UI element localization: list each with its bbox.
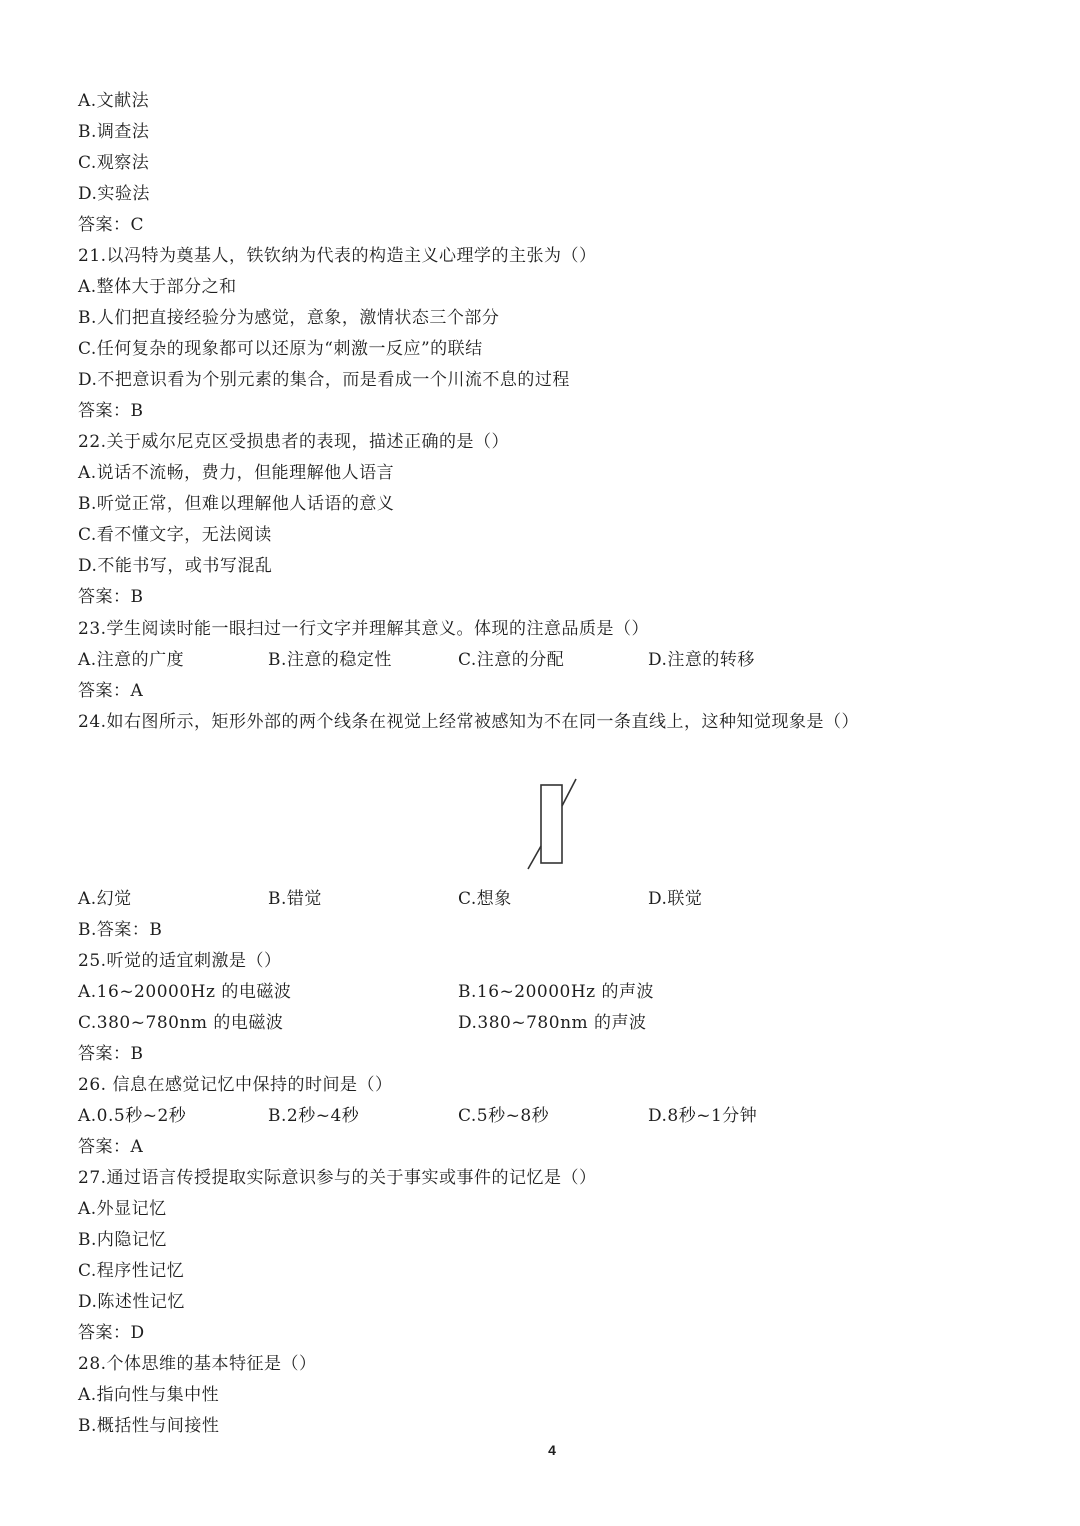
option-c: C.程序性记忆 — [78, 1261, 185, 1281]
answer-line: 答案：B — [78, 401, 144, 421]
option-b: B.内隐记忆 — [78, 1230, 167, 1250]
option-a: A.幻觉 — [78, 889, 132, 909]
question-25: 25.听觉的适宜刺激是（） — [78, 951, 282, 971]
option-c: C.380~780nm 的电磁波 — [78, 1013, 284, 1033]
answer-line: 答案：B — [78, 587, 144, 607]
option-a: A.0.5秒~2秒 — [78, 1106, 187, 1126]
option-a: A.整体大于部分之和 — [78, 277, 237, 297]
option-d: D.不能书写，或书写混乱 — [78, 556, 273, 576]
option-d: D.陈述性记忆 — [78, 1292, 185, 1312]
question-26: 26. 信息在感觉记忆中保持的时间是（） — [78, 1075, 393, 1095]
answer-line: 答案：C — [78, 215, 145, 235]
page-number: 4 — [548, 1442, 556, 1458]
options-row — [78, 886, 838, 912]
question-28: 28.个体思维的基本特征是（） — [78, 1354, 317, 1374]
option-b: B.16~20000Hz 的声波 — [458, 982, 655, 1002]
option-d: D.联觉 — [648, 889, 703, 909]
answer-line: 答案：A — [78, 681, 144, 701]
option-b: B.错觉 — [268, 889, 322, 909]
option-c: C.看不懂文字，无法阅读 — [78, 525, 272, 545]
option-a: A.16~20000Hz 的电磁波 — [78, 982, 292, 1002]
option-c: C.任何复杂的现象都可以还原为“刺激一反应”的联结 — [78, 339, 483, 359]
answer-line: 答案：B — [78, 1044, 144, 1064]
option-a: A.指向性与集中性 — [78, 1385, 220, 1405]
options-row — [78, 979, 838, 1005]
question-23: 23.学生阅读时能一眼扫过一行文字并理解其意义。体现的注意品质是（） — [78, 619, 650, 639]
option-a: A.文献法 — [78, 91, 150, 111]
options-row — [78, 1103, 838, 1129]
option-a: A.外显记忆 — [78, 1199, 167, 1219]
option-d: D.不把意识看为个别元素的集合，而是看成一个川流不息的过程 — [78, 370, 570, 390]
option-a: A.说话不流畅，费力，但能理解他人语言 — [78, 463, 395, 483]
option-d: D.8秒~1分钟 — [648, 1106, 758, 1126]
question-27: 27.通过语言传授提取实际意识参与的关于事实或事件的记忆是（） — [78, 1168, 597, 1188]
figure-rectangle — [541, 785, 562, 863]
option-d: D.实验法 — [78, 184, 150, 204]
option-b: B.2秒~4秒 — [268, 1106, 360, 1126]
option-c: C.注意的分配 — [458, 650, 565, 670]
question-21: 21.以冯特为奠基人，铁钦纳为代表的构造主义心理学的主张为（） — [78, 246, 597, 266]
option-b: B.注意的稳定性 — [268, 650, 392, 670]
question-22: 22.关于威尔尼克区受损患者的表现，描述正确的是（） — [78, 432, 510, 452]
answer-line: 答案：A — [78, 1137, 144, 1157]
answer-line: B.答案：B — [78, 920, 163, 940]
option-b: B.概括性与间接性 — [78, 1416, 220, 1436]
options-row — [78, 647, 838, 673]
option-b: B.听觉正常，但难以理解他人话语的意义 — [78, 494, 395, 514]
option-a: A.注意的广度 — [78, 650, 185, 670]
figure-lower-line — [528, 846, 541, 869]
option-b: B.人们把直接经验分为感觉，意象，激情状态三个部分 — [78, 308, 500, 328]
option-c: C.观察法 — [78, 153, 150, 173]
option-d: D.380~780nm 的声波 — [458, 1013, 647, 1033]
option-b: B.调查法 — [78, 122, 150, 142]
option-c: C.想象 — [458, 889, 512, 909]
option-c: C.5秒~8秒 — [458, 1106, 550, 1126]
option-d: D.注意的转移 — [648, 650, 755, 670]
answer-line: 答案：D — [78, 1323, 145, 1343]
options-row — [78, 1010, 838, 1036]
question-24: 24.如右图所示，矩形外部的两个线条在视觉上经常被感知为不在同一条直线上，这种知觉现象是（） — [78, 712, 860, 732]
poggendorff-illusion-figure — [524, 776, 584, 872]
figure-upper-line — [562, 779, 576, 806]
